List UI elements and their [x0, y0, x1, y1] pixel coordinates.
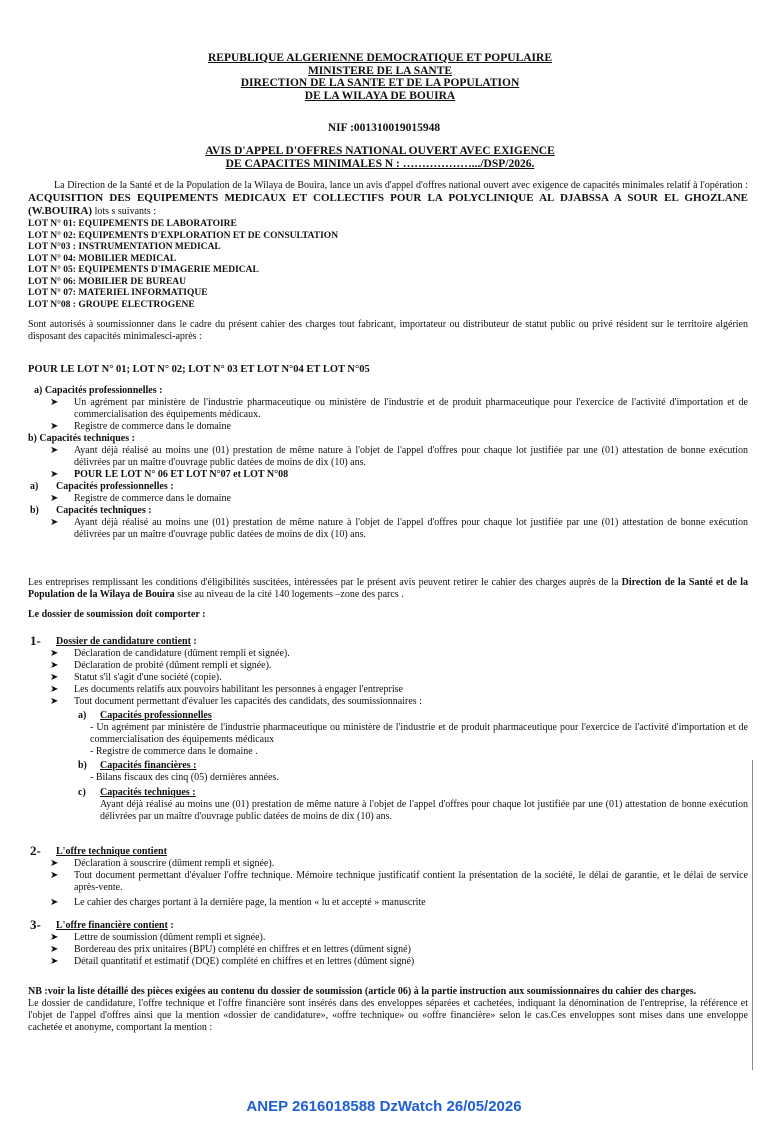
list-item-text: Le cahier des charges portant à la dernière page, la mention « lu et accepté » manuscrite	[74, 897, 426, 908]
list-item	[28, 897, 748, 909]
arrow-icon: ➤	[50, 517, 59, 528]
group2-title: POUR LE LOT N° 06 ET LOT N°07 et LOT N°08	[74, 469, 289, 480]
arrow-icon: ➤	[50, 493, 59, 504]
list-item-text: Ayant déjà réalisé au moins une (01) prestation de même nature à l'objet de l'appel d'offres pour chaque lot justifiée par une (01) attestation de bonne exécution délivrées par un maître d'ouvrage public datées de moins de dix (10) ans.	[74, 517, 748, 540]
dossier-title: Le dossier de soumission doit comporter :	[28, 609, 206, 620]
section3-title: L'offre financière contient	[56, 920, 168, 931]
arrow-icon: ➤	[50, 672, 59, 683]
arrow-icon: ➤	[50, 648, 59, 659]
lot-item: LOT N° 02: EQUIPEMENTS D'EXPLORATION ET DE CONSULTATION	[28, 230, 339, 241]
retrait-text: Les entreprises remplissant les conditions d'éligibilités suscitées, intéressées par le présent avis peuvent retirer le cahier des charges auprès de la	[28, 577, 619, 588]
arrow-icon: ➤	[50, 944, 59, 955]
group1-title: POUR LE LOT N° 01; LOT N° 02; LOT N° 03 ET LOT N°04 ET LOT N°05	[28, 364, 370, 375]
list-item-text: Déclaration de candidature (dûment rempli et signée).	[74, 648, 290, 659]
sub-a-item: - Registre de commerce dans le domaine .	[90, 746, 258, 757]
group1-section	[28, 364, 748, 541]
notice-title-line: DE CAPACITES MINIMALES N : ……………….../DSP/2026.	[225, 157, 535, 170]
arrow-icon: ➤	[50, 421, 59, 432]
sub-a-title: Capacités professionnelles	[100, 710, 212, 721]
list-item	[28, 660, 748, 672]
list-item	[28, 517, 748, 541]
nb-note: NB :voir la liste détaillé des pièces exigées au contenu du dossier de soumission (article 06) à la partie instruction aux soumissionnaires du cahier des charges.	[28, 986, 697, 997]
group2-b-label: Capacités techniques :	[56, 505, 152, 516]
lot-item: LOT N°03 : INSTRUMENTATION MEDICAL	[28, 242, 221, 252]
intro-text-end: lots s suivants :	[94, 206, 156, 217]
list-item-text: Tout document permettant d'évaluer l'offre technique. Mémoire technique justificatif contient la présentation de la société, le délai de garantie, et le délai de service après-vente.	[74, 870, 748, 893]
notice-title-line: AVIS D'APPEL D'OFFRES NATIONAL OUVERT AVEC EXIGENCE	[205, 145, 555, 157]
section2-heading	[28, 843, 748, 858]
retrait-section	[28, 577, 748, 621]
header-line: DIRECTION DE LA SANTE ET DE LA POPULATION	[240, 77, 520, 89]
section3-colon: :	[170, 920, 174, 931]
section3	[28, 917, 748, 968]
header-line: MINISTERE DE LA SANTE	[307, 64, 453, 77]
arrow-icon: ➤	[50, 684, 59, 695]
arrow-icon: ➤	[50, 858, 59, 869]
sub-a-letter: a)	[78, 710, 87, 721]
nif-number: NIF :001310019015948	[327, 122, 441, 134]
section1	[28, 633, 748, 823]
section1-title: Dossier de candidature contient	[56, 636, 191, 647]
intro-section	[28, 180, 748, 343]
arrow-icon: ➤	[50, 870, 59, 881]
sub-c-letter: c)	[78, 787, 86, 798]
operation-title: ACQUISITION DES EQUIPEMENTS MEDICAUX ET COLLECTIFS POUR LA POLYCLINIQUE AL DJABSSA A SOUR EL GHOZLANE (W.BOUIRA)	[28, 192, 748, 217]
list-item	[28, 493, 748, 505]
sub-b-heading	[28, 760, 748, 772]
sub-a-heading	[28, 710, 748, 722]
retrait-address-bold: Direction de la Santé et de la Population de la Wilaya de Bouira	[28, 577, 748, 600]
arrow-icon: ➤	[50, 660, 59, 671]
intro-paragraph	[28, 180, 748, 218]
list-item	[28, 932, 748, 944]
group2-title-row	[28, 469, 748, 481]
list-item-text: Détail quantitatif et estimatif (DQE) complété en chiffres et en lettres (dûment signé)	[74, 956, 415, 967]
group2-a-letter: a)	[30, 481, 39, 492]
section3-number: 3-	[30, 917, 41, 932]
lot-item: LOT N° 07: MATERIEL INFORMATIQUE	[28, 288, 208, 298]
section1-colon: :	[193, 636, 197, 647]
sub-a-item: - Un agrément par ministère de l'industrie pharmaceutique ou ministère de l'industrie et de produit pharmaceutique pour l'exercice de l'activité d'importation et de commercialisation des équipements médicaux	[90, 722, 748, 745]
lots-list	[28, 219, 748, 311]
retrait-text-end: sise au niveau de la cité 140 logements –zone des parcs .	[177, 589, 404, 600]
header-line: DE LA WILAYA DE BOUIRA	[304, 89, 456, 102]
list-item	[28, 944, 748, 956]
arrow-icon: ➤	[50, 445, 59, 456]
group1-b-label: b) Capacités techniques :	[28, 433, 135, 444]
section1-heading	[28, 633, 748, 648]
group2-a-label: Capacités professionnelles :	[56, 481, 174, 492]
list-item-text: Lettre de soumission (dûment rempli et signée).	[74, 932, 266, 943]
list-item	[28, 858, 748, 870]
list-item	[28, 870, 748, 894]
retrait-paragraph	[28, 577, 748, 601]
arrow-icon: ➤	[50, 397, 59, 408]
list-item-text: Tout document permettant d'évaluer les capacités des candidats, des soumissionnaires :	[74, 696, 422, 707]
sub-c-text: Ayant déjà réalisé au moins une (01) prestation de même nature à l'objet de l'appel d'offres pour chaque lot justifiée par une (01) attestation de bonne exécution délivrées par un maître d'ouvrage public datées de moins de dix (10) ans.	[100, 799, 748, 822]
list-item	[28, 445, 748, 469]
list-item	[28, 421, 748, 433]
list-item	[28, 684, 748, 696]
sub-c-heading	[28, 787, 748, 799]
closing-paragraph: Le dossier de candidature, l'offre technique et l'offre financière sont insérés dans des enveloppes séparées et cachetées, indiquant la dénomination de l'entreprise, la référence et l'objet de l'appel d'offres ainsi que la mention «dossier de candidature», «offre technique» ou «offre financière» selon le cas.Ces enveloppes sont mises dans une enveloppe cachetée et anonyme, comportant la mention :	[28, 998, 748, 1033]
list-item-text: Registre de commerce dans le domaine	[74, 493, 231, 504]
section3-heading	[28, 917, 748, 932]
section1-number: 1-	[30, 633, 41, 648]
notice-title	[120, 145, 640, 170]
group2-b-row	[28, 505, 748, 517]
list-item-text: Un agrément par ministère de l'industrie pharmaceutique ou ministère de l'industrie et de produit pharmaceutique pour l'exercice de l'activité d'importation et de commercialisation des équipements médicaux.	[74, 397, 748, 420]
intro-text: La Direction de la Santé et de la Population de la Wilaya de Bouira, lance un avis d'appel d'offres national ouvert avec exigence de capacités minimales relatif à l'opération :	[54, 180, 748, 191]
list-item	[28, 696, 748, 708]
scan-margin-line	[752, 760, 753, 1070]
arrow-icon: ➤	[50, 956, 59, 967]
arrow-icon: ➤	[50, 469, 59, 480]
list-item	[28, 956, 748, 968]
publication-reference: ANEP 2616018588 DzWatch 26/05/2026	[246, 1098, 522, 1115]
list-item	[28, 672, 748, 684]
list-item	[28, 648, 748, 660]
group2-b-letter: b)	[30, 505, 39, 516]
sub-b-title: Capacités financières :	[100, 760, 197, 771]
list-item-text: Les documents relatifs aux pouvoirs habilitant les personnes à engager l'entreprise	[74, 684, 403, 695]
authorized-paragraph: Sont autorisés à soumissionner dans le cadre du présent cahier des charges tout fabricant, importateur ou distributeur de statut public ou privé résident sur le territoire algérien disposant des capacités minimalesci-après :	[28, 319, 748, 342]
lot-item: LOT N° 06: MOBILIER DE BUREAU	[28, 276, 187, 287]
lot-item: LOT N° 04: MOBILIER MEDICAL	[28, 253, 177, 264]
group1-a-label: a) Capacités professionnelles :	[34, 385, 163, 396]
header-line: REPUBLIQUE ALGERIENNE DEMOCRATIQUE ET POPULAIRE	[208, 52, 552, 64]
arrow-icon: ➤	[50, 897, 59, 908]
list-item-text: Statut s'il s'agit d'une société (copie).	[74, 672, 222, 683]
list-item-text: Bordereau des prix unitaires (BPU) complété en chiffres et en lettres (dûment signé)	[74, 944, 411, 955]
list-item	[28, 397, 748, 421]
arrow-icon: ➤	[50, 932, 59, 943]
list-item-text: Déclaration de probité (dûment rempli et signée).	[74, 660, 272, 671]
section2-title: L'offre technique contient	[56, 846, 167, 857]
closing-section	[28, 986, 748, 1034]
lot-item: LOT N°08 : GROUPE ELECTROGENE	[28, 299, 195, 310]
sub-b-item: - Bilans fiscaux des cinq (05) dernières années.	[90, 772, 279, 783]
lot-item: LOT N° 01: EQUIPEMENTS DE LABORATOIRE	[28, 219, 237, 229]
list-item-text: Déclaration à souscrire (dûment rempli et signée).	[74, 858, 275, 869]
section2-number: 2-	[30, 843, 41, 858]
sub-c-title: Capacités techniques :	[100, 787, 196, 798]
list-item-text: Ayant déjà réalisé au moins une (01) prestation de même nature à l'objet de l'appel d'offres pour chaque lot justifiée par une (01) attestation de bonne exécution délivrées par un maître d'ouvrage public datées de moins de dix (10) ans.	[74, 445, 748, 468]
arrow-icon: ➤	[50, 696, 59, 707]
sub-b-letter: b)	[78, 760, 87, 771]
lot-item: LOT N° 05: EQUIPEMENTS D'IMAGERIE MEDICAL	[28, 265, 259, 275]
list-item-text: Registre de commerce dans le domaine	[74, 421, 231, 432]
section2	[28, 843, 748, 909]
group2-a-row	[28, 481, 748, 493]
document-header	[120, 52, 640, 102]
